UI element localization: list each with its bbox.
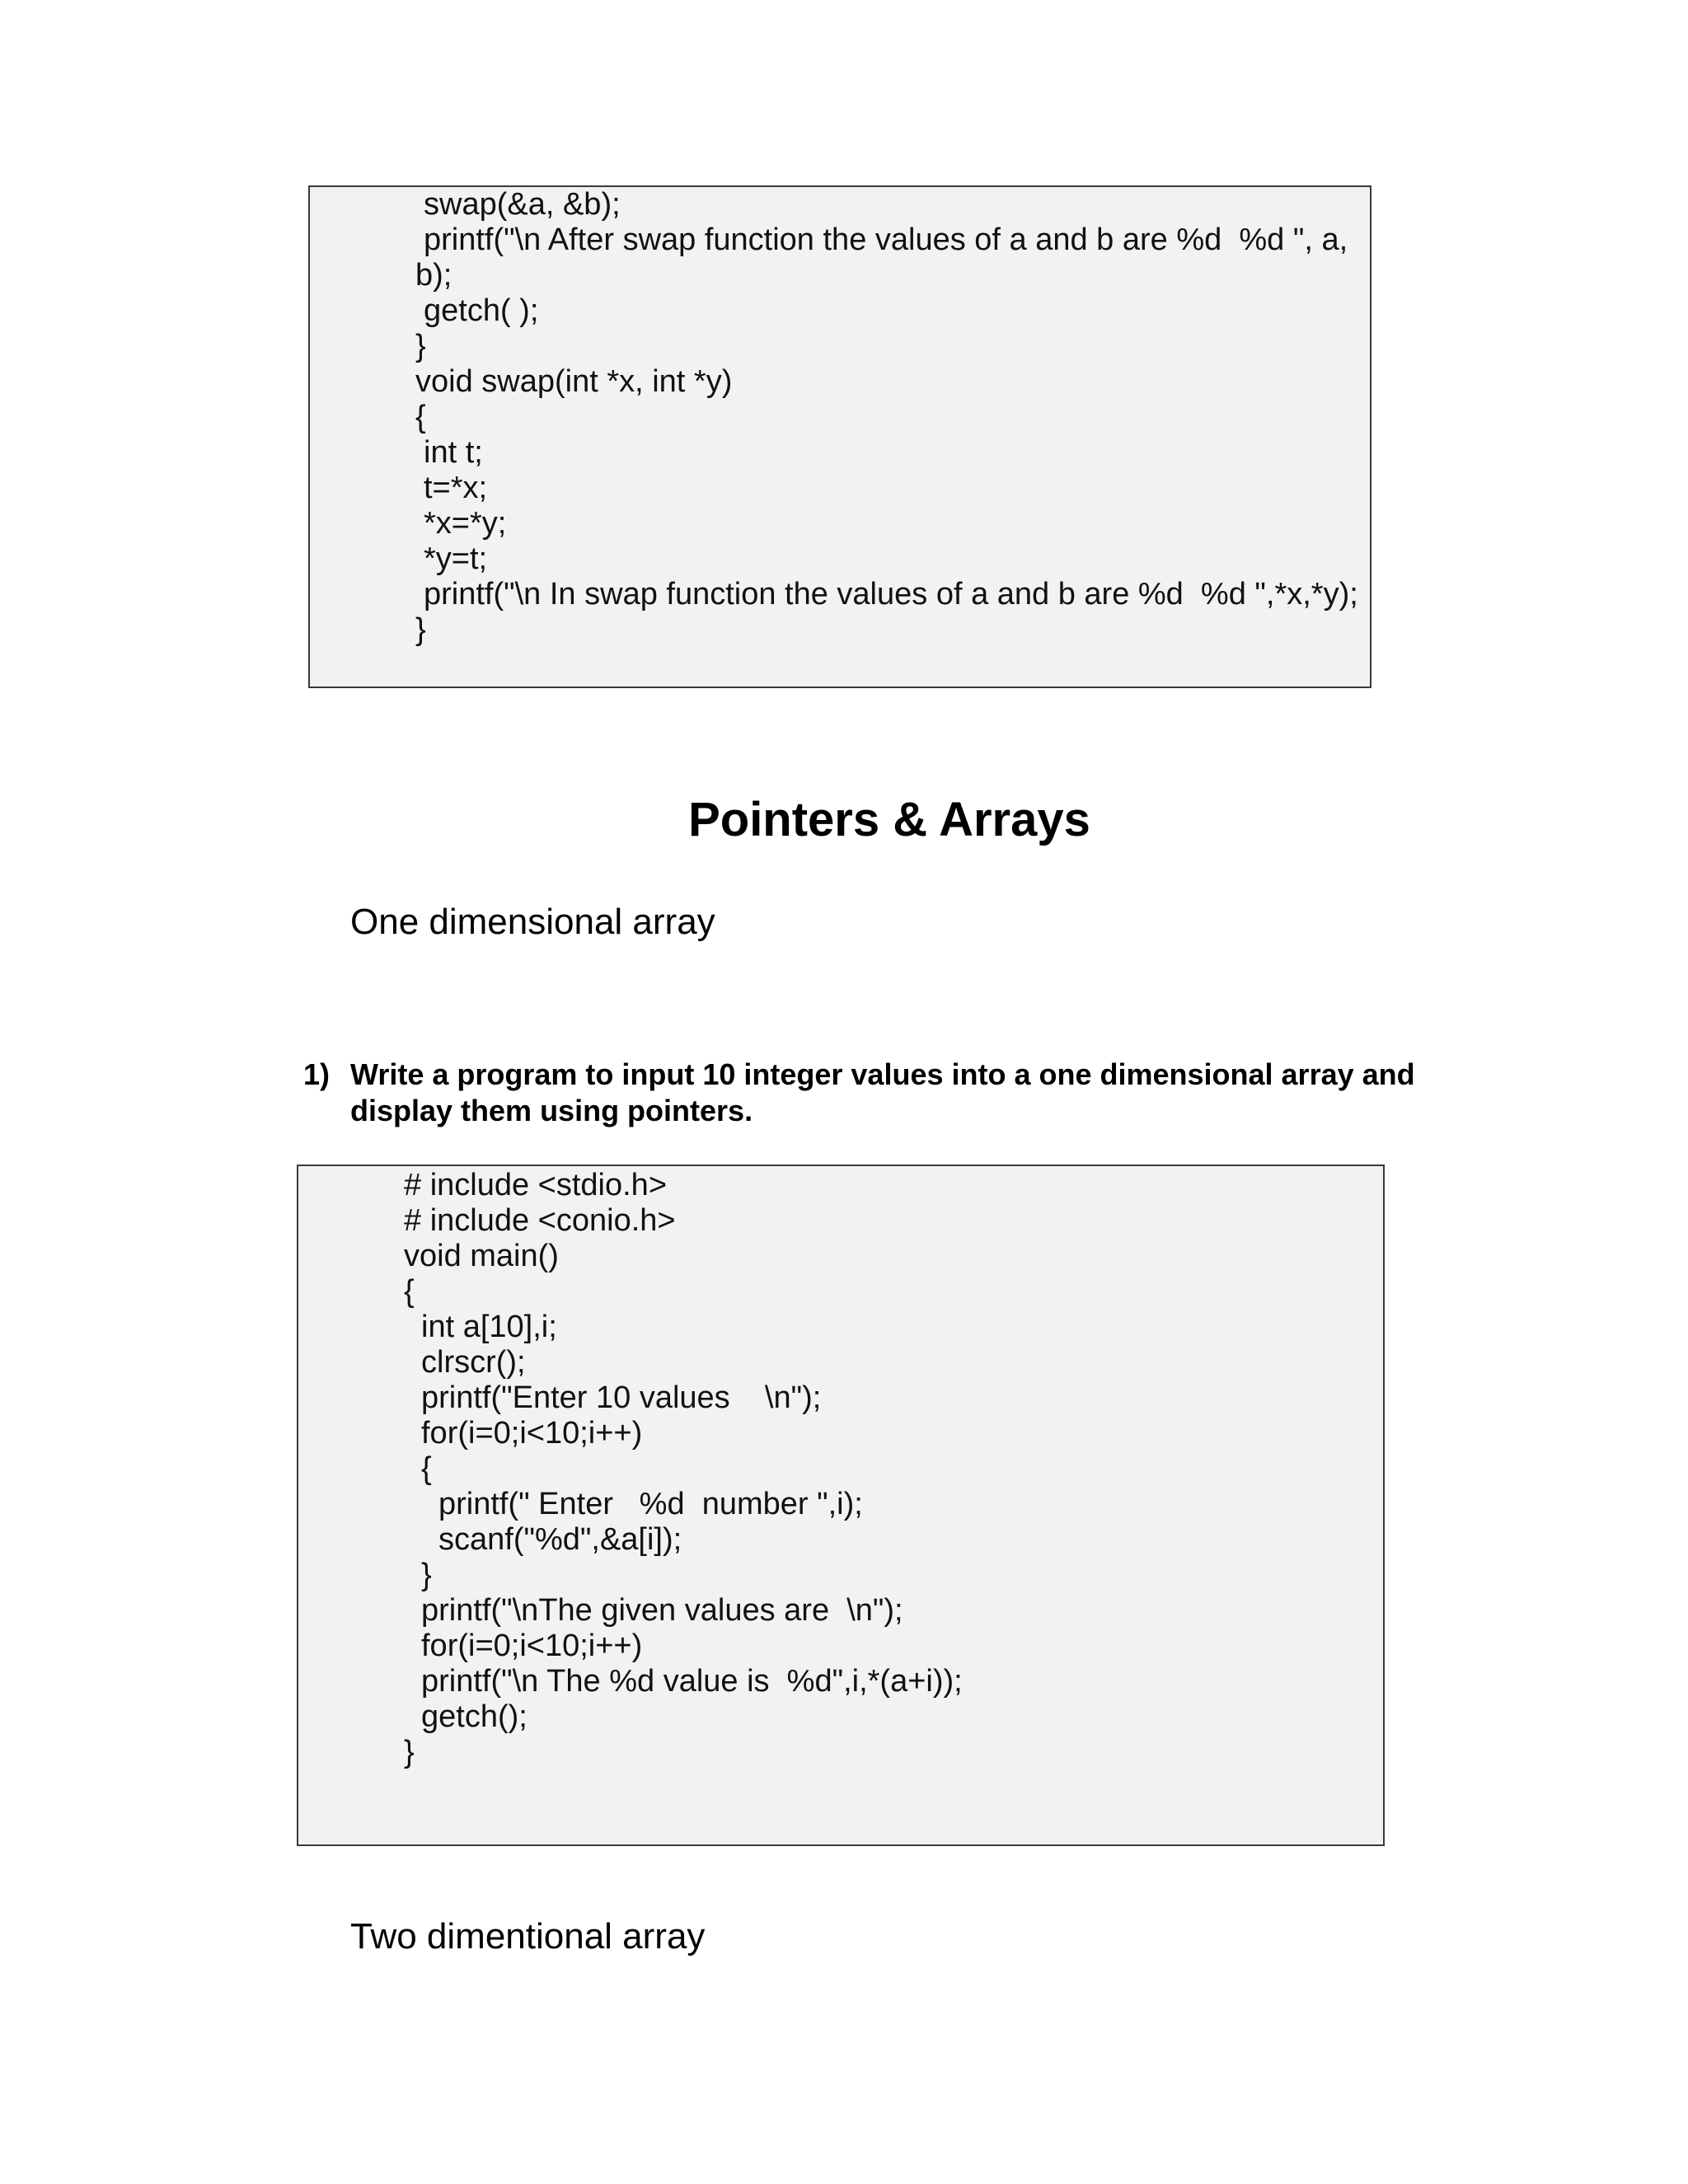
- code-block-swap: [308, 185, 1372, 688]
- code-line: swap(&a, &b);: [424, 187, 621, 222]
- code-line: }: [404, 1735, 415, 1769]
- code-line: scanf("%d",&a[i]);: [438, 1522, 682, 1557]
- code-line: int a[10],i;: [421, 1310, 557, 1344]
- code-line: printf("Enter 10 values \n");: [421, 1380, 822, 1415]
- code-line: printf("\n In swap function the values of a and b are %d %d ",*x,*y);: [424, 577, 1358, 612]
- code-line: int t;: [424, 435, 483, 470]
- code-line: # include <conio.h>: [404, 1203, 676, 1238]
- code-line: }: [415, 329, 426, 363]
- code-line: printf("\n After swap function the values of a and b are %d %d ", a,: [424, 223, 1348, 257]
- code-line: *x=*y;: [424, 506, 507, 541]
- code-line: {: [404, 1274, 415, 1309]
- page-title: Pointers & Arrays: [688, 793, 1090, 846]
- code-line: clrscr();: [421, 1345, 526, 1380]
- code-line: b);: [415, 258, 452, 293]
- section-heading-two-dimensional: Two dimentional array: [350, 1916, 706, 1957]
- code-line: }: [421, 1558, 432, 1592]
- section-heading-one-dimensional: One dimensional array: [350, 902, 715, 942]
- code-line: }: [415, 612, 426, 647]
- code-line: for(i=0;i<10;i++): [421, 1629, 643, 1663]
- code-line: printf(" Enter %d number ",i);: [438, 1487, 863, 1521]
- code-line: t=*x;: [424, 471, 488, 505]
- code-line: printf("\n The %d value is %d",i,*(a+i));: [421, 1664, 963, 1699]
- code-block-one-dimensional: [297, 1165, 1385, 1846]
- code-line: printf("\nThe given values are \n");: [421, 1593, 903, 1628]
- question-number: 1): [303, 1057, 331, 1091]
- code-line: void main(): [404, 1239, 559, 1273]
- code-line: {: [421, 1451, 432, 1486]
- code-line: getch( );: [424, 293, 539, 328]
- code-line: *y=t;: [424, 541, 488, 576]
- code-line: # include <stdio.h>: [404, 1168, 668, 1202]
- code-line: void swap(int *x, int *y): [415, 364, 733, 399]
- code-line: {: [415, 400, 426, 434]
- question-text: Write a program to input 10 integer values into a one dimensional array and display them using pointers.: [350, 1057, 1415, 1127]
- code-line: for(i=0;i<10;i++): [421, 1416, 643, 1451]
- code-line: getch();: [421, 1699, 528, 1734]
